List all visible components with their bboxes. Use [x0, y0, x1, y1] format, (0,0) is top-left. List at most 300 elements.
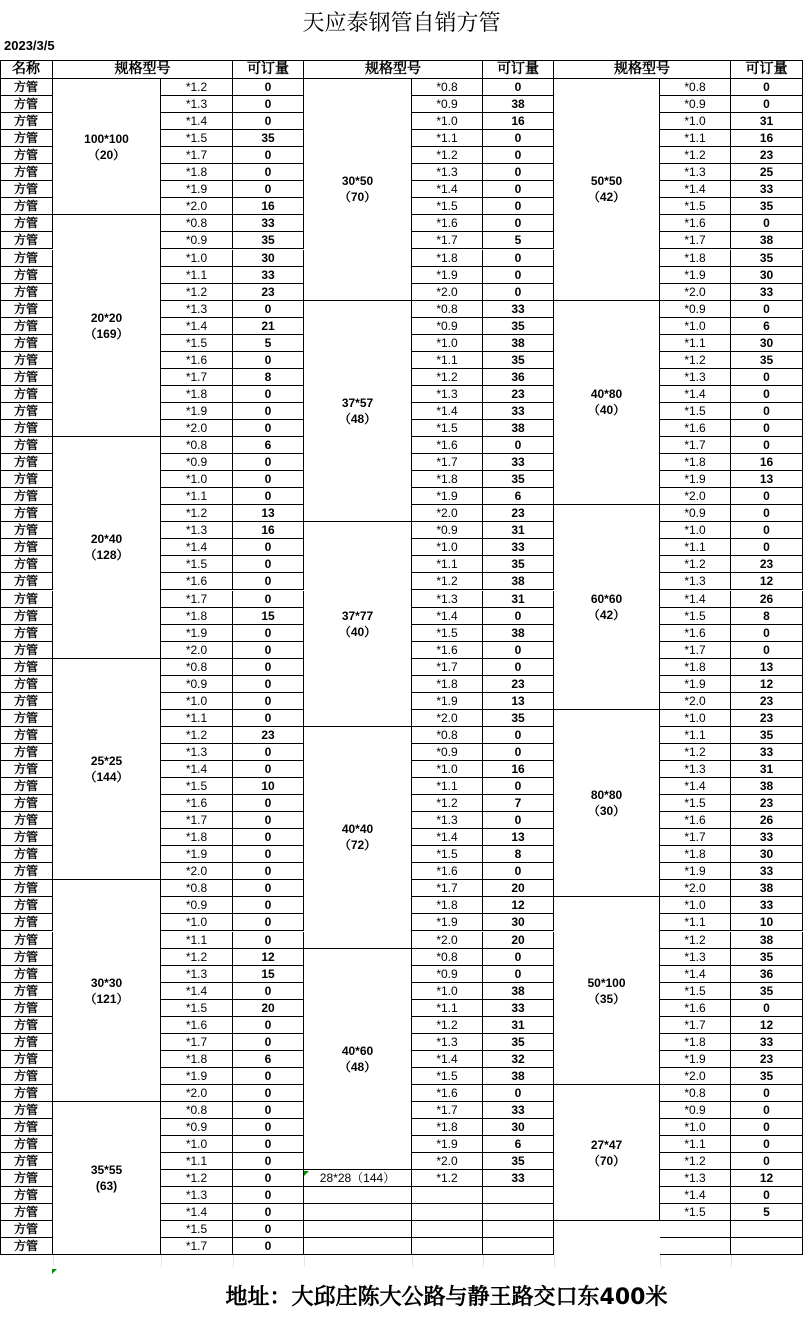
qty-cell: 33 — [483, 403, 554, 420]
qty-cell: 0 — [233, 591, 304, 608]
thickness-cell: *1.2 — [660, 1153, 731, 1170]
spec-group — [304, 522, 412, 727]
qty-cell: 5 — [233, 335, 304, 352]
thickness-cell: *1.4 — [412, 1051, 483, 1068]
qty-cell: 38 — [483, 1068, 554, 1085]
thickness-cell: *1.9 — [412, 488, 483, 505]
header-name: 名称 — [0, 60, 53, 79]
cell-note-marker — [304, 1171, 309, 1176]
thickness-cell: *2.0 — [161, 1085, 233, 1102]
thickness-cell: *0.9 — [660, 301, 731, 318]
qty-cell: 0 — [233, 164, 304, 181]
qty-cell: 16 — [233, 198, 304, 215]
qty-cell: 26 — [731, 812, 803, 829]
qty-cell: 7 — [483, 795, 554, 812]
thickness-cell: *1.2 — [161, 505, 233, 522]
qty-cell: 0 — [731, 420, 803, 437]
row-name: 方管 — [0, 1221, 53, 1238]
row-name: 方管 — [0, 829, 53, 846]
qty-cell: 38 — [731, 232, 803, 249]
qty-cell: 33 — [483, 539, 554, 556]
qty-cell: 36 — [483, 369, 554, 386]
qty-cell: 0 — [233, 181, 304, 198]
gridline — [161, 1255, 162, 1267]
thickness-cell: *1.0 — [412, 983, 483, 1000]
thickness-cell: *1.5 — [161, 556, 233, 573]
row-name: 方管 — [0, 386, 53, 403]
gridline — [53, 1255, 54, 1267]
qty-cell: 23 — [731, 693, 803, 710]
qty-cell: 0 — [233, 880, 304, 897]
qty-cell: 23 — [483, 386, 554, 403]
spec-total: （48） — [338, 1059, 377, 1074]
thickness-cell: *0.9 — [161, 676, 233, 693]
gridline — [233, 1255, 234, 1267]
spec-size: 80*80 — [590, 788, 623, 803]
row-name: 方管 — [0, 727, 53, 744]
row-name: 方管 — [0, 846, 53, 863]
qty-cell: 0 — [731, 1085, 803, 1102]
thickness-cell: *1.1 — [660, 727, 731, 744]
qty-cell: 0 — [483, 147, 554, 164]
thickness-cell: *1.2 — [161, 284, 233, 301]
qty-cell: 0 — [233, 454, 304, 471]
qty-cell: 33 — [731, 284, 803, 301]
qty-cell: 0 — [731, 1187, 803, 1204]
qty-cell: 0 — [233, 795, 304, 812]
thickness-cell: *1.5 — [660, 198, 731, 215]
qty-cell: 0 — [233, 539, 304, 556]
qty-cell: 13 — [483, 693, 554, 710]
qty-cell: 0 — [233, 113, 304, 130]
thickness-cell: *0.8 — [412, 727, 483, 744]
qty-cell: 0 — [731, 1000, 803, 1017]
thickness-cell: *0.8 — [412, 301, 483, 318]
spec-group — [53, 437, 161, 659]
qty-cell: 0 — [233, 710, 304, 727]
qty-cell: 23 — [483, 676, 554, 693]
thickness-cell: *1.6 — [412, 863, 483, 880]
qty-cell: 35 — [483, 352, 554, 369]
qty-cell: 13 — [731, 471, 803, 488]
thickness-cell: *1.6 — [660, 215, 731, 232]
thickness-cell: *1.6 — [161, 1017, 233, 1034]
spec-total: （169） — [84, 326, 129, 341]
qty-cell: 0 — [731, 642, 803, 659]
thickness-cell: *1.5 — [412, 1068, 483, 1085]
qty-cell: 5 — [483, 232, 554, 249]
thickness-cell: *2.0 — [660, 693, 731, 710]
thickness-cell: *1.6 — [412, 215, 483, 232]
thickness-cell: *1.9 — [660, 863, 731, 880]
row-name: 方管 — [0, 250, 53, 267]
qty-cell: 21 — [233, 318, 304, 335]
row-name: 方管 — [0, 795, 53, 812]
qty-cell: 0 — [731, 488, 803, 505]
spec-size: 25*25 — [90, 754, 123, 768]
qty-cell: 0 — [233, 1085, 304, 1102]
qty-cell: 0 — [233, 693, 304, 710]
thickness-cell: *1.8 — [412, 897, 483, 914]
qty-cell: 0 — [233, 573, 304, 590]
row-name: 方管 — [0, 403, 53, 420]
empty-cell — [412, 1187, 483, 1204]
thickness-cell: *1.4 — [161, 983, 233, 1000]
qty-cell: 30 — [731, 267, 803, 284]
spec-group — [304, 301, 412, 523]
qty-cell: 0 — [483, 181, 554, 198]
spec-total: （70） — [587, 1153, 626, 1168]
thickness-cell: *1.5 — [412, 198, 483, 215]
qty-cell: 15 — [233, 608, 304, 625]
thickness-cell: *1.2 — [412, 1170, 483, 1187]
qty-cell: 0 — [233, 642, 304, 659]
thickness-cell: *1.8 — [660, 250, 731, 267]
thickness-cell: *1.4 — [660, 386, 731, 403]
qty-cell: 23 — [731, 147, 803, 164]
header-qty-2: 可订量 — [483, 60, 554, 79]
row-name: 方管 — [0, 488, 53, 505]
spec-total: （20） — [87, 147, 126, 162]
qty-cell: 0 — [731, 79, 803, 96]
thickness-cell: *1.0 — [161, 471, 233, 488]
qty-cell: 0 — [233, 676, 304, 693]
thickness-cell: *2.0 — [161, 420, 233, 437]
qty-cell: 0 — [731, 96, 803, 113]
extra-spec-label: 28*28（144） — [304, 1170, 412, 1187]
thickness-cell: *1.5 — [412, 625, 483, 642]
spec-size: 50*100 — [587, 975, 626, 990]
row-name: 方管 — [0, 454, 53, 471]
thickness-cell: *2.0 — [660, 1068, 731, 1085]
qty-cell: 0 — [233, 897, 304, 914]
qty-cell: 0 — [731, 539, 803, 556]
row-name: 方管 — [0, 1102, 53, 1119]
qty-cell: 23 — [731, 710, 803, 727]
thickness-cell: *1.9 — [660, 267, 731, 284]
thickness-cell: *2.0 — [412, 1153, 483, 1170]
row-name: 方管 — [0, 1068, 53, 1085]
thickness-cell: *0.9 — [660, 1102, 731, 1119]
row-name: 方管 — [0, 181, 53, 198]
qty-cell: 30 — [483, 914, 554, 931]
thickness-cell: *1.4 — [660, 181, 731, 198]
row-name: 方管 — [0, 932, 53, 949]
thickness-cell: *1.8 — [412, 250, 483, 267]
qty-cell: 16 — [483, 761, 554, 778]
qty-cell: 6 — [483, 488, 554, 505]
spec-total: （35） — [587, 991, 626, 1006]
qty-cell: 13 — [483, 829, 554, 846]
qty-cell: 0 — [483, 949, 554, 966]
thickness-cell: *1.4 — [161, 318, 233, 335]
thickness-cell: *1.0 — [412, 113, 483, 130]
thickness-cell: *1.9 — [660, 471, 731, 488]
qty-cell: 26 — [731, 591, 803, 608]
thickness-cell: *1.1 — [161, 932, 233, 949]
gridline — [554, 1255, 555, 1267]
qty-cell: 0 — [233, 812, 304, 829]
spec-size: 40*40 — [341, 822, 374, 837]
thickness-cell: *1.1 — [161, 710, 233, 727]
thickness-cell: *1.6 — [412, 437, 483, 454]
thickness-cell: *1.3 — [161, 1187, 233, 1204]
thickness-cell: *1.5 — [161, 130, 233, 147]
thickness-cell: *1.3 — [412, 164, 483, 181]
row-name: 方管 — [0, 539, 53, 556]
qty-cell: 6 — [233, 1051, 304, 1068]
thickness-cell: *1.0 — [161, 250, 233, 267]
spec-total: （72） — [338, 838, 377, 853]
qty-cell: 0 — [233, 1153, 304, 1170]
qty-cell: 38 — [731, 932, 803, 949]
thickness-cell: *1.5 — [161, 778, 233, 795]
spec-total: （128） — [84, 548, 129, 563]
thickness-cell: *1.1 — [660, 335, 731, 352]
row-name: 方管 — [0, 744, 53, 761]
thickness-cell: *1.2 — [412, 369, 483, 386]
thickness-cell: *1.0 — [660, 1119, 731, 1136]
page-title: 天应泰钢管自销方管 — [302, 11, 501, 36]
qty-cell: 0 — [731, 625, 803, 642]
spec-size: 30*50 — [341, 174, 374, 189]
thickness-cell: *1.0 — [161, 1136, 233, 1153]
qty-cell: 0 — [233, 79, 304, 96]
row-name: 方管 — [0, 437, 53, 454]
thickness-cell: *0.9 — [161, 232, 233, 249]
empty-cell — [304, 1187, 412, 1204]
qty-cell: 0 — [233, 1102, 304, 1119]
spec-total: （70） — [338, 190, 377, 205]
thickness-cell: *1.7 — [161, 369, 233, 386]
thickness-cell: *1.1 — [660, 1136, 731, 1153]
empty-cell — [304, 1204, 412, 1221]
thickness-cell: *0.8 — [660, 1085, 731, 1102]
qty-cell: 12 — [731, 1170, 803, 1187]
empty-cell — [731, 1238, 803, 1255]
address-footer: 地址：大邱庄陈大公路与静王路交口东400米 — [225, 1285, 668, 1310]
thickness-cell: *1.2 — [660, 556, 731, 573]
row-name: 方管 — [0, 1085, 53, 1102]
row-name: 方管 — [0, 625, 53, 642]
spec-group — [554, 1085, 660, 1221]
thickness-cell: *0.9 — [660, 505, 731, 522]
empty-cell — [304, 1238, 412, 1255]
qty-cell: 0 — [233, 96, 304, 113]
qty-cell: 23 — [731, 1051, 803, 1068]
thickness-cell: *1.3 — [412, 1034, 483, 1051]
qty-cell: 0 — [233, 846, 304, 863]
thickness-cell: *0.9 — [412, 318, 483, 335]
qty-cell: 0 — [731, 1136, 803, 1153]
qty-cell: 0 — [483, 608, 554, 625]
thickness-cell: *1.8 — [161, 1051, 233, 1068]
qty-cell: 33 — [483, 1102, 554, 1119]
row-name: 方管 — [0, 1017, 53, 1034]
empty-cell — [483, 1187, 554, 1204]
gridline — [304, 1255, 305, 1267]
qty-cell: 12 — [731, 676, 803, 693]
qty-cell: 35 — [233, 232, 304, 249]
thickness-cell: *1.2 — [412, 1017, 483, 1034]
thickness-cell: *1.4 — [161, 113, 233, 130]
qty-cell: 0 — [483, 727, 554, 744]
thickness-cell: *1.0 — [660, 522, 731, 539]
qty-cell: 8 — [731, 608, 803, 625]
row-name: 方管 — [0, 863, 53, 880]
thickness-cell: *0.9 — [412, 744, 483, 761]
qty-cell: 0 — [483, 164, 554, 181]
qty-cell: 25 — [731, 164, 803, 181]
thickness-cell: *1.6 — [412, 1085, 483, 1102]
thickness-cell: *1.1 — [412, 1000, 483, 1017]
qty-cell: 10 — [233, 778, 304, 795]
qty-cell: 0 — [483, 966, 554, 983]
qty-cell: 33 — [233, 215, 304, 232]
qty-cell: 35 — [483, 710, 554, 727]
qty-cell: 0 — [233, 403, 304, 420]
row-name: 方管 — [0, 983, 53, 1000]
row-name: 方管 — [0, 147, 53, 164]
thickness-cell: *1.9 — [412, 1136, 483, 1153]
thickness-cell: *1.6 — [660, 625, 731, 642]
thickness-cell: *1.0 — [660, 113, 731, 130]
qty-cell: 36 — [731, 966, 803, 983]
spec-group — [304, 949, 412, 1171]
thickness-cell: *0.9 — [660, 96, 731, 113]
spec-size: 40*60 — [341, 1043, 374, 1058]
row-name: 方管 — [0, 215, 53, 232]
thickness-cell: *1.0 — [660, 710, 731, 727]
qty-cell: 0 — [731, 1153, 803, 1170]
thickness-cell: *1.5 — [660, 403, 731, 420]
thickness-cell: *1.4 — [660, 591, 731, 608]
thickness-cell: *1.2 — [412, 795, 483, 812]
thickness-cell: *1.9 — [412, 914, 483, 931]
thickness-cell: *1.2 — [161, 1170, 233, 1187]
thickness-cell: *1.4 — [412, 608, 483, 625]
thickness-cell: *1.4 — [660, 966, 731, 983]
thickness-cell: *1.1 — [161, 267, 233, 284]
thickness-cell: *1.5 — [161, 335, 233, 352]
qty-cell: 0 — [233, 659, 304, 676]
thickness-cell: *1.3 — [660, 1170, 731, 1187]
thickness-cell: *1.3 — [161, 744, 233, 761]
row-name: 方管 — [0, 761, 53, 778]
qty-cell: 0 — [731, 522, 803, 539]
qty-cell: 6 — [483, 1136, 554, 1153]
qty-cell: 35 — [483, 318, 554, 335]
row-name: 方管 — [0, 966, 53, 983]
qty-cell: 33 — [731, 829, 803, 846]
qty-cell: 23 — [731, 795, 803, 812]
row-name: 方管 — [0, 676, 53, 693]
qty-cell: 16 — [731, 130, 803, 147]
thickness-cell: *1.3 — [161, 301, 233, 318]
thickness-cell: *1.1 — [412, 352, 483, 369]
thickness-cell: *1.3 — [660, 369, 731, 386]
qty-cell: 0 — [233, 386, 304, 403]
thickness-cell: *1.0 — [161, 693, 233, 710]
empty-cell — [483, 1221, 554, 1238]
qty-cell: 8 — [483, 846, 554, 863]
thickness-cell: *1.0 — [161, 914, 233, 931]
qty-cell: 0 — [731, 437, 803, 454]
qty-cell: 0 — [233, 1238, 304, 1255]
header-spec-3: 规格型号 — [554, 60, 731, 79]
thickness-cell: *1.7 — [412, 454, 483, 471]
qty-cell: 0 — [483, 284, 554, 301]
thickness-cell: *0.8 — [412, 949, 483, 966]
qty-cell: 20 — [483, 880, 554, 897]
thickness-cell: *1.5 — [412, 846, 483, 863]
thickness-cell: *1.1 — [412, 130, 483, 147]
spec-total: （121） — [84, 991, 129, 1006]
thickness-cell: *1.3 — [660, 573, 731, 590]
spec-size: 100*100 — [84, 131, 129, 146]
empty-cell — [412, 1204, 483, 1221]
qty-cell: 12 — [483, 897, 554, 914]
spec-size: 20*20 — [90, 310, 123, 325]
spec-group — [53, 215, 161, 437]
thickness-cell: *1.2 — [660, 932, 731, 949]
thickness-cell: *1.4 — [161, 761, 233, 778]
thickness-cell: *1.2 — [660, 147, 731, 164]
qty-cell: 33 — [731, 863, 803, 880]
thickness-cell: *1.7 — [660, 642, 731, 659]
row-name: 方管 — [0, 79, 53, 96]
spec-group — [554, 505, 660, 710]
qty-cell: 31 — [483, 591, 554, 608]
qty-cell: 0 — [731, 403, 803, 420]
row-name: 方管 — [0, 1204, 53, 1221]
gridline — [412, 1255, 413, 1267]
row-name: 方管 — [0, 880, 53, 897]
qty-cell: 38 — [483, 96, 554, 113]
thickness-cell: *1.5 — [660, 1204, 731, 1221]
qty-cell: 0 — [233, 488, 304, 505]
row-name: 方管 — [0, 949, 53, 966]
thickness-cell: *0.8 — [161, 659, 233, 676]
thickness-cell: *1.9 — [161, 181, 233, 198]
qty-cell: 31 — [731, 113, 803, 130]
spec-size: 37*57 — [341, 395, 374, 410]
qty-cell: 0 — [233, 863, 304, 880]
qty-cell: 0 — [731, 1102, 803, 1119]
qty-cell: 16 — [233, 522, 304, 539]
thickness-cell: *1.5 — [412, 420, 483, 437]
thickness-cell: *1.6 — [412, 642, 483, 659]
thickness-cell: *1.6 — [161, 573, 233, 590]
qty-cell: 13 — [233, 505, 304, 522]
qty-cell: 35 — [731, 727, 803, 744]
qty-cell: 33 — [731, 897, 803, 914]
row-name: 方管 — [0, 608, 53, 625]
qty-cell: 0 — [233, 420, 304, 437]
qty-cell: 0 — [483, 1085, 554, 1102]
thickness-cell: *1.8 — [412, 676, 483, 693]
thickness-cell: *1.2 — [412, 573, 483, 590]
thickness-cell: *1.6 — [161, 352, 233, 369]
row-name: 方管 — [0, 642, 53, 659]
qty-cell: 0 — [233, 556, 304, 573]
qty-cell: 0 — [233, 1068, 304, 1085]
qty-cell: 38 — [483, 573, 554, 590]
header-spec-1: 规格型号 — [53, 60, 233, 79]
qty-cell: 33 — [731, 181, 803, 198]
thickness-cell: *1.6 — [660, 812, 731, 829]
row-name: 方管 — [0, 335, 53, 352]
